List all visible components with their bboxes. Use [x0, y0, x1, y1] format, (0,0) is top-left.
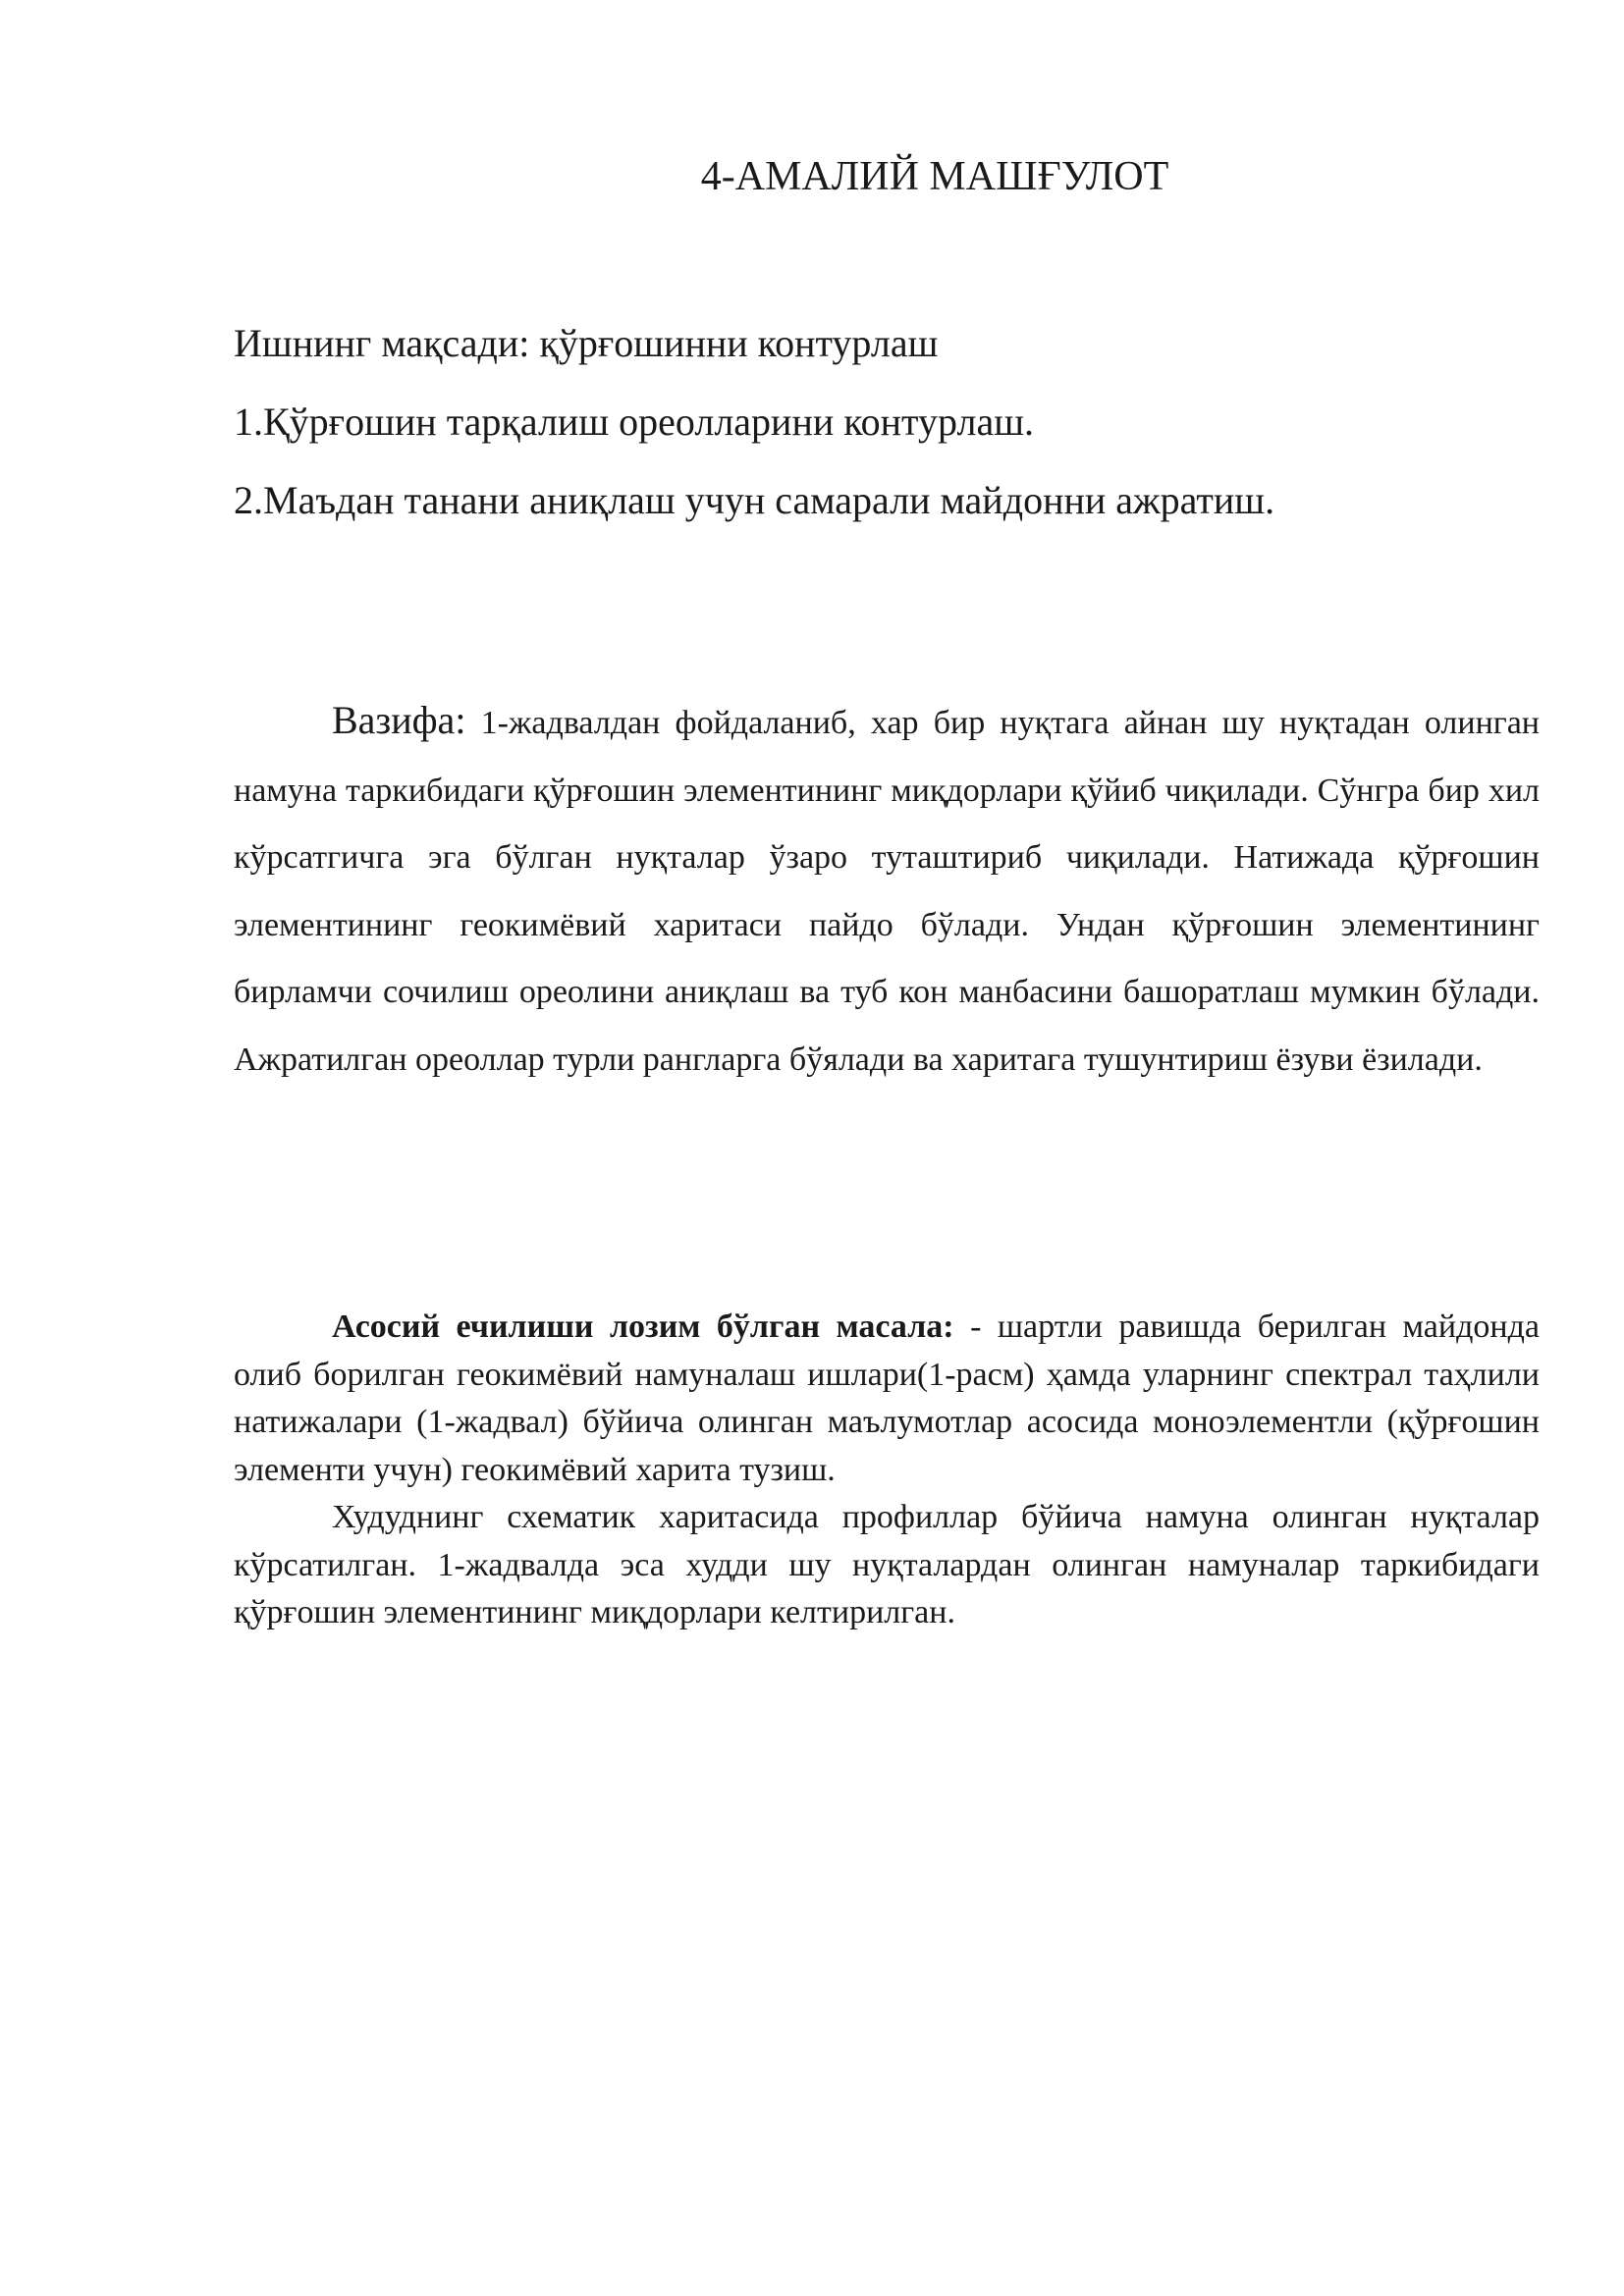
task-label: Вазифа: — [332, 698, 466, 742]
problem-section — [234, 1304, 1540, 1637]
problem-paragraph-2: Худуднинг схематик харитасида профиллар бўйича намуна олинган нуқталар кўрсатилган. 1-жадвалда эса худди шу нуқталардан олинган намуналар таркибидаги қўрғошин элементининг миқдорлари келтирилган. — [234, 1499, 1540, 1630]
problem-text: - шартли равишда берилган майдонда олиб борилган геокимёвий намуналаш ишлари(1-расм) ҳамда уларнинг спектрал таҳлили натижалари (1-жадвал) бўйича олинган маълумотлар асосида моноэлементли (қўрғошин элементи учун) геокимёвий харита тузиш. — [234, 1308, 1540, 1488]
problem-label: Асосий ечилиши лозим бўлган масала: — [332, 1308, 954, 1345]
task-paragraph — [234, 687, 1540, 1094]
page-title: 4-АМАЛИЙ МАШҒУЛОТ — [700, 154, 1169, 199]
problem-paragraph — [234, 1304, 1540, 1494]
goal-purpose: Ишнинг мақсади: қўрғошинни контурлаш — [234, 321, 939, 365]
goal-item-1: 1.Қўрғошин тарқалиш ореолларини контурлаш. — [234, 400, 1034, 444]
task-text: 1-жадвалдан фойдаланиб, хар бир нуқтага айнан шу нуқтадан олинган намуна таркибидаги қўрғошин элементининг миқдорлари қўйиб чиқилади. Сўнгра бир хил кўрсатгичга эга бўлган нуқталар ўзаро туташтириб чиқилади. Натижада қўрғошин элементининг геокимёвий харитаси пайдо бўлади. Ундан қўрғошин элементининг бирламчи сочилиш ореолини аниқлаш ва туб кон манбасини башоратлаш мумкин бўлади. Ажратилган ореоллар турли рангларга бўялади ва харитага тушунтириш ёзуви ёзилади. — [234, 705, 1540, 1078]
goal-item-2: 2.Маъдан танани аниқлаш учун самарали майдонни ажратиш. — [234, 478, 1275, 522]
goals-section — [234, 304, 1540, 540]
